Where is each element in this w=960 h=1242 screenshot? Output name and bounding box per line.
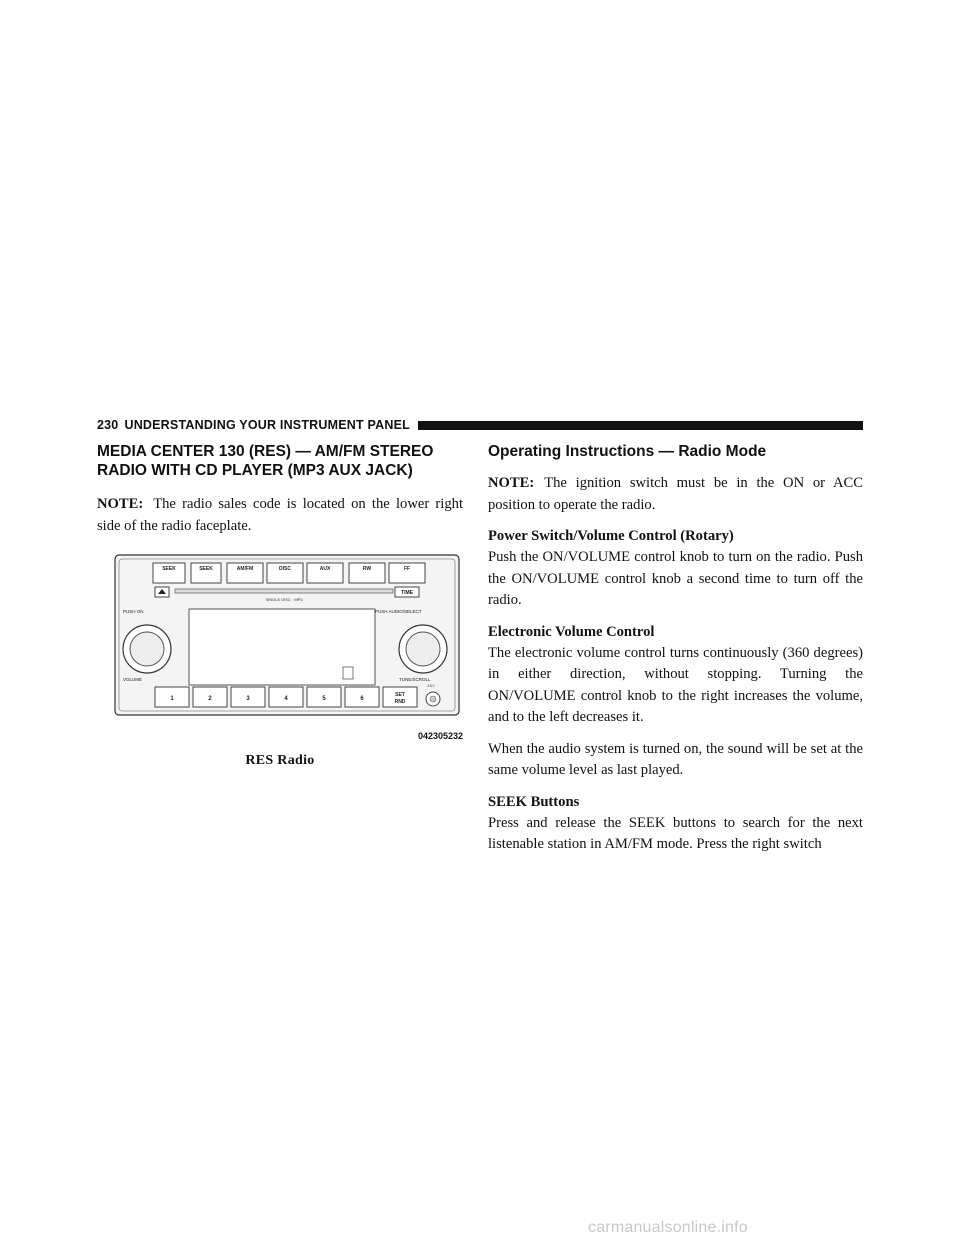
rnd-label: RND <box>394 699 406 705</box>
slot-label: SINGLE DISC · MP3 <box>265 597 303 602</box>
push-audio-label: PUSH AUDIO/SELECT <box>375 609 422 614</box>
amfm-label: AM/FM <box>236 566 254 572</box>
note-paragraph-2 <box>488 473 863 516</box>
header-rule <box>418 421 863 430</box>
cd-logo-icon <box>343 667 353 679</box>
aux-jack-hole <box>430 696 436 702</box>
note-text-2: The ignition switch must be in the ON or ACC position to operate the radio. <box>488 475 863 513</box>
operating-heading: Operating Instructions — Radio Mode <box>488 443 767 460</box>
power-switch-title: Power Switch/Volume Control (Rotary) <box>488 528 734 544</box>
figure-caption: RES Radio <box>245 753 315 768</box>
preset-5-label: 5 <box>322 696 326 702</box>
right-column <box>488 442 863 866</box>
volume-control-title: Electronic Volume Control <box>488 623 655 640</box>
preset-row <box>155 687 417 707</box>
note-label: NOTE: <box>97 496 144 512</box>
preset-3-label: 3 <box>246 696 250 702</box>
left-column <box>97 442 463 547</box>
page-number: 230 <box>97 418 119 432</box>
tune-knob-inner <box>406 632 440 666</box>
aux-jack-label: AUX <box>427 684 435 688</box>
seek-buttons-title: SEEK Buttons <box>488 793 580 810</box>
tune-scroll-label: TUNE/SCROLL <box>399 677 431 682</box>
section-title: UNDERSTANDING YOUR INSTRUMENT PANEL <box>124 418 410 432</box>
ff-label: FF <box>403 566 411 572</box>
disc-label: DISC <box>279 566 291 572</box>
time-label: TIME <box>401 590 413 596</box>
volume-level-text: When the audio system is turned on, the sound will be set at the same volume level as last played. <box>488 740 863 778</box>
watermark: carmanualsonline.info <box>588 1219 748 1236</box>
set-label: SET <box>395 692 405 698</box>
note-label-2: NOTE: <box>488 475 535 491</box>
preset-6-label: 6 <box>360 696 364 702</box>
note-text: The radio sales code is located on the lower right side of the radio faceplate. <box>97 496 463 534</box>
push-on-label: PUSH ON <box>123 609 144 614</box>
aux-top-label: AUX <box>319 566 331 572</box>
preset-4-label: 4 <box>284 696 288 702</box>
radio-illustration <box>113 553 467 743</box>
figure-code: 042305232 <box>417 731 463 741</box>
rw-label: RW <box>362 566 372 572</box>
preset-1-label: 1 <box>170 696 174 702</box>
seek-back-label: SEEK <box>162 566 176 572</box>
volume-knob-inner <box>130 632 164 666</box>
page-header <box>97 418 863 432</box>
note-paragraph <box>97 494 463 537</box>
seek-buttons-text: Press and release the SEEK buttons to search for the next listenable station in AM/FM mode. Press the right switch <box>488 814 863 852</box>
section-heading: MEDIA CENTER 130 (RES) — AM/FM STEREO RADIO WITH CD PLAYER (MP3 AUX JACK) <box>97 443 434 479</box>
radio-figure <box>113 553 467 743</box>
seek-forward-label: SEEK <box>199 566 213 572</box>
volume-control-text: The electronic volume control turns continuously (360 degrees) in either direction, without stopping. Turning the ON/VOLUME control knob to the right increases the volume, and to the left decreases it. <box>488 644 863 725</box>
power-switch-text: Push the ON/VOLUME control knob to turn on the radio. Push the ON/VOLUME control knob a second time to turn off the radio. <box>488 549 863 608</box>
volume-label: VOLUME <box>123 677 143 682</box>
top-button-row <box>153 563 425 583</box>
preset-2-label: 2 <box>208 696 212 702</box>
disc-slot <box>175 589 393 593</box>
